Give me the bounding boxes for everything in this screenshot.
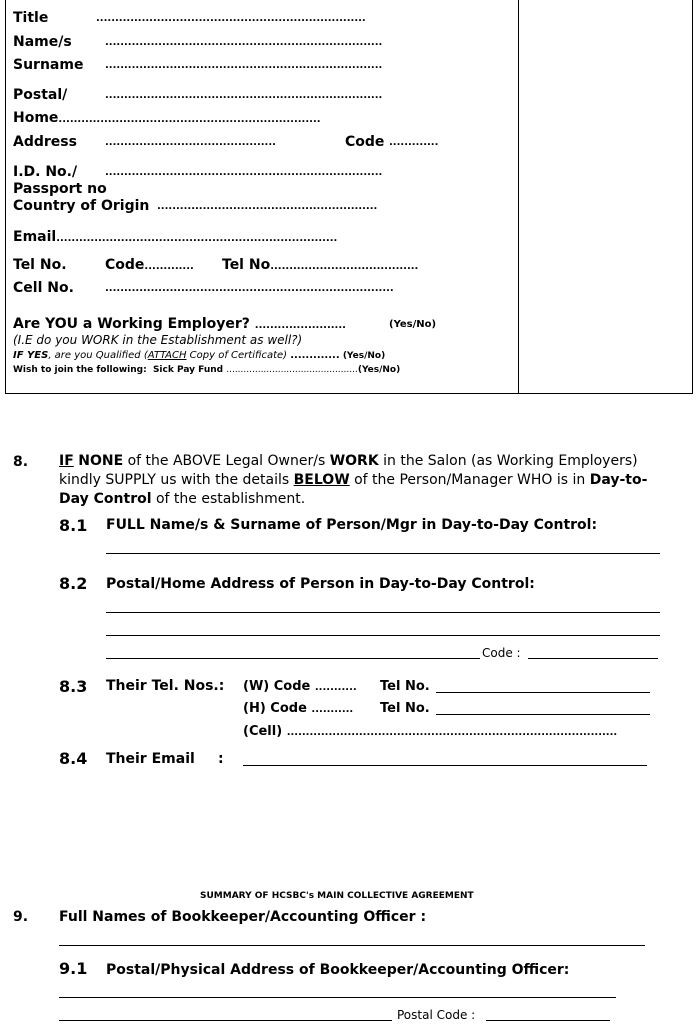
if-yes-qualified: IF YES, are you Qualified (ATTACH Copy of Certificate) ............. (Yes/No) [13,350,386,361]
section-8-1-input-line[interactable] [106,553,660,554]
surname-field[interactable]: ......................................................................... [105,60,383,71]
home-field[interactable]: ..................................................................... [58,114,321,125]
working-employer-yesno: (Yes/No) [389,319,437,330]
work-tel-input-line[interactable] [436,692,650,693]
section-9-1-input-line-1[interactable] [59,997,616,998]
surname-label: Surname [13,57,84,73]
section-8-2-input-line-3[interactable] [106,658,480,659]
section-8-1-number: 8.1 [59,516,88,535]
title-field[interactable]: ....................................................................... [96,13,366,24]
section-9-1-input-line-2[interactable] [59,1020,392,1021]
country-label: Country of Origin [13,198,150,214]
home-label: Home..................................................................... [13,110,321,126]
passport-label: Passport no [13,181,107,197]
postal-code-input-line[interactable] [486,1020,610,1021]
section-8-2-input-line-2[interactable] [106,635,660,636]
section-8-2-number: 8.2 [59,574,88,593]
email-field[interactable]: .......................................................................... [56,233,338,244]
section-8-2-input-line-1[interactable] [106,612,660,613]
home-code-field[interactable]: ........... [311,704,354,715]
wish-to-join: Wish to join the following: Sick Pay Fund ..............................................(Yes/No) [13,365,401,375]
code-field[interactable]: ............. [389,137,439,148]
postal-label: Postal/ [13,87,68,103]
cell-field[interactable]: ............................................................................ [105,283,394,294]
home-code-label: (H) Code ........... [243,701,354,716]
working-employer-field[interactable]: ........................ [254,320,346,331]
section-9-input-line[interactable] [59,945,645,946]
work-code-label: (W) Code ........... [243,679,357,694]
cell-phone-field[interactable]: ....................................................................................... [286,727,618,738]
tel-no-field[interactable]: ....................................... [270,261,419,272]
home-tel-input-line[interactable] [436,714,650,715]
section-9-number: 9. [13,909,29,925]
work-code-field[interactable]: ........... [314,682,357,693]
section-8-4-label: Their Email [106,751,195,767]
section-8-2-code-label: Code : [482,646,521,660]
section-8-2-label: Postal/Home Address of Person in Day-to-Day Control: [106,576,535,592]
sick-pay-fund-field[interactable]: .............................................. [226,365,358,375]
frame-right-border [692,0,693,393]
code-label: Code [345,134,385,150]
id-label: I.D. No./ [13,164,78,180]
country-field[interactable]: .......................................................... [157,201,378,212]
summary-heading: SUMMARY OF HCSBC's MAIN COLLECTIVE AGREEMENT [200,891,474,901]
tel-code-label: Code............. [105,257,194,273]
postal-code-label: Postal Code : [397,1008,476,1022]
working-employer-note: (I.E do you WORK in the Establishment as well?) [13,333,303,347]
section-8-3-label: Their Tel. Nos.: [106,678,225,694]
working-employer-question: Are YOU a Working Employer? ........................ [13,316,346,332]
id-field[interactable]: ......................................................................... [105,167,383,178]
home-tel-label: Tel No. [380,701,430,716]
tel-code-field[interactable]: ............. [144,261,194,272]
frame-left-border [5,0,6,393]
section-8-instructions: IF NONE of the ABOVE Legal Owner/s WORK in the Salon (as Working Employers) kindly SUPPLY us with the details BELOW of the Person/Manager WHO is in Day-to- Day Control of the establishment. [59,453,648,507]
names-label: Name/s [13,34,72,50]
frame-divider [518,0,519,393]
address-label: Address [13,134,77,150]
tel-no-label: Tel No....................................... [222,257,419,273]
cell-label: Cell No. [13,280,74,296]
section-9-1-number: 9.1 [59,959,88,978]
section-9-1-label: Postal/Physical Address of Bookkeeper/Accounting Officer: [106,962,570,978]
title-label: Title [13,10,49,26]
if-yes-field[interactable]: ............. [290,350,340,361]
address-field[interactable]: ............................................. [105,137,276,148]
section-8-number: 8. [13,454,29,470]
tel-label: Tel No. [13,257,67,273]
section-9-label: Full Names of Bookkeeper/Accounting Officer : [59,909,427,925]
section-8-2-code-line[interactable] [528,658,658,659]
section-8-4-number: 8.4 [59,749,88,768]
cell-phone-label: (Cell) ....................................................................................... [243,724,618,739]
postal-field[interactable]: ......................................................................... [105,90,383,101]
email-input-line[interactable] [243,765,647,766]
section-8-4-colon: : [218,751,224,767]
email-label: Email.......................................................................... [13,229,338,245]
section-8-1-label: FULL Name/s & Surname of Person/Mgr in Day-to-Day Control: [106,517,598,533]
section-8-3-number: 8.3 [59,677,88,696]
names-field[interactable]: ......................................................................... [105,37,383,48]
work-tel-label: Tel No. [380,679,430,694]
frame-bottom-border [5,393,693,394]
